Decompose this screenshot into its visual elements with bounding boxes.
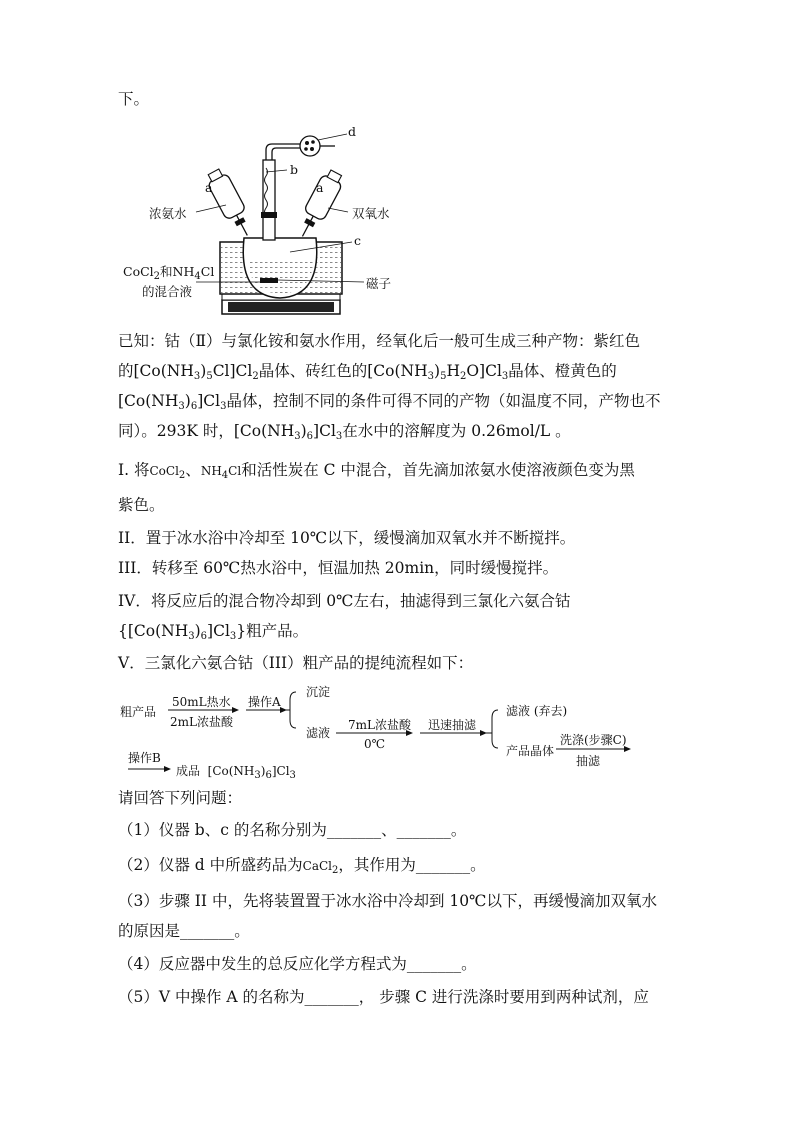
flow-product-crystals: 产品晶体 bbox=[506, 744, 555, 758]
flow-zero-celsius: 0℃ bbox=[364, 737, 386, 751]
question-3-line-2: 的原因是_______。 bbox=[118, 922, 250, 940]
flow-suction: 抽滤 bbox=[576, 754, 601, 768]
flow-fast-suction: 迅速抽滤 bbox=[428, 718, 477, 732]
label-d: d bbox=[348, 124, 357, 139]
step-4-line-2: $\{[Co(NH_3)_6]Cl_3\}$粗产品。 bbox=[118, 622, 309, 642]
label-c: c bbox=[354, 233, 362, 248]
known-line-2: 的$[Co(NH_3)_5Cl]Cl_2$晶体、砖红色的$[Co(NH_3)_5H_2O]Cl_3$晶体、橙黄色的 bbox=[118, 362, 617, 382]
label-mixture-line2: 的混合液 bbox=[142, 284, 193, 299]
step-1-line-2: 紫色。 bbox=[118, 496, 165, 514]
question-2: （2）仪器 d 中所盛药品为CaCl$_2$，其作用为_______。 bbox=[118, 856, 486, 876]
known-line-3: $[Co(NH_3)_6]Cl_3$晶体，控制不同的条件可得不同的产物（如温度不同，产物也不 bbox=[118, 392, 661, 412]
step-4: IV．将反应后的混合物冷却到 0℃左右，抽滤得到三氯化六氨合钴 bbox=[118, 592, 571, 610]
step-5: V．三氯化六氨合钴（III）粗产品的提纯流程如下： bbox=[118, 654, 474, 672]
step-2: II．置于冰水浴中冷却至 10℃以下，缓慢滴加双氧水并不断搅拌。 bbox=[118, 529, 576, 547]
flow-operation-a: 操作A bbox=[248, 695, 281, 709]
step-1: I. 将CoCl$_2$、$NH_4Cl$和活性炭在 C 中混合，首先滴加浓氨水使溶液颜色变为黑 bbox=[118, 461, 635, 481]
known-line-1: 已知：钴（Ⅱ）与氯化铵和氨水作用，经氧化后一般可生成三种产物：紫红色 bbox=[118, 332, 641, 350]
flow-precipitate: 沉淀 bbox=[306, 685, 331, 699]
flow-filtrate-discard: 滤液 (弃去) bbox=[506, 704, 568, 718]
flow-reagent-hcl: 2mL浓盐酸 bbox=[170, 715, 233, 729]
question-3-line-1: （3）步骤 II 中，先将装置置于冰水浴中冷却到 10℃以下，再缓慢滴加双氧水 bbox=[118, 892, 657, 910]
question-1: （1）仪器 b、c 的名称分别为_______、_______。 bbox=[118, 821, 467, 839]
question-5: （5）V 中操作 A 的名称为_______， 步骤 C 进行洗涤时要用到两种试剂，应 bbox=[118, 988, 649, 1006]
flow-final-product: 成品 $[Co(NH_3)_6]Cl_3$ bbox=[176, 764, 296, 781]
flow-operation-b: 操作B bbox=[128, 751, 161, 765]
label-mixture-line1: CoCl$_2$和$NH_4Cl$ bbox=[123, 264, 215, 282]
label-stir-bar: 磁子 bbox=[366, 276, 392, 291]
flow-wash-step-c: 洗涤(步骤C) bbox=[560, 733, 627, 747]
known-line-4: 同）。293K 时，$[Co(NH_3)_6]Cl_3$在水中的溶解度为 0.26mol/L 。 bbox=[118, 422, 571, 442]
label-a-left: a bbox=[205, 180, 213, 195]
step-3: III．转移至 60℃热水浴中，恒温加热 20min，同时缓慢搅拌。 bbox=[118, 559, 559, 577]
label-b: b bbox=[290, 162, 299, 177]
page-top-fragment: 下。 bbox=[118, 90, 150, 108]
flow-hcl-7ml: 7mL浓盐酸 bbox=[348, 718, 411, 732]
questions-intro: 请回答下列问题： bbox=[118, 789, 243, 807]
label-hydrogen-peroxide: 双氧水 bbox=[352, 206, 390, 221]
flow-reagent-hot-water: 50mL热水 bbox=[172, 695, 231, 709]
flow-filtrate: 滤液 bbox=[306, 726, 331, 740]
flow-crude-product: 粗产品 bbox=[120, 705, 157, 719]
question-4: （4）反应器中发生的总反应化学方程式为_______。 bbox=[118, 955, 477, 973]
label-a-right: a bbox=[316, 180, 324, 195]
label-concentrated-ammonia: 浓氨水 bbox=[149, 206, 187, 221]
